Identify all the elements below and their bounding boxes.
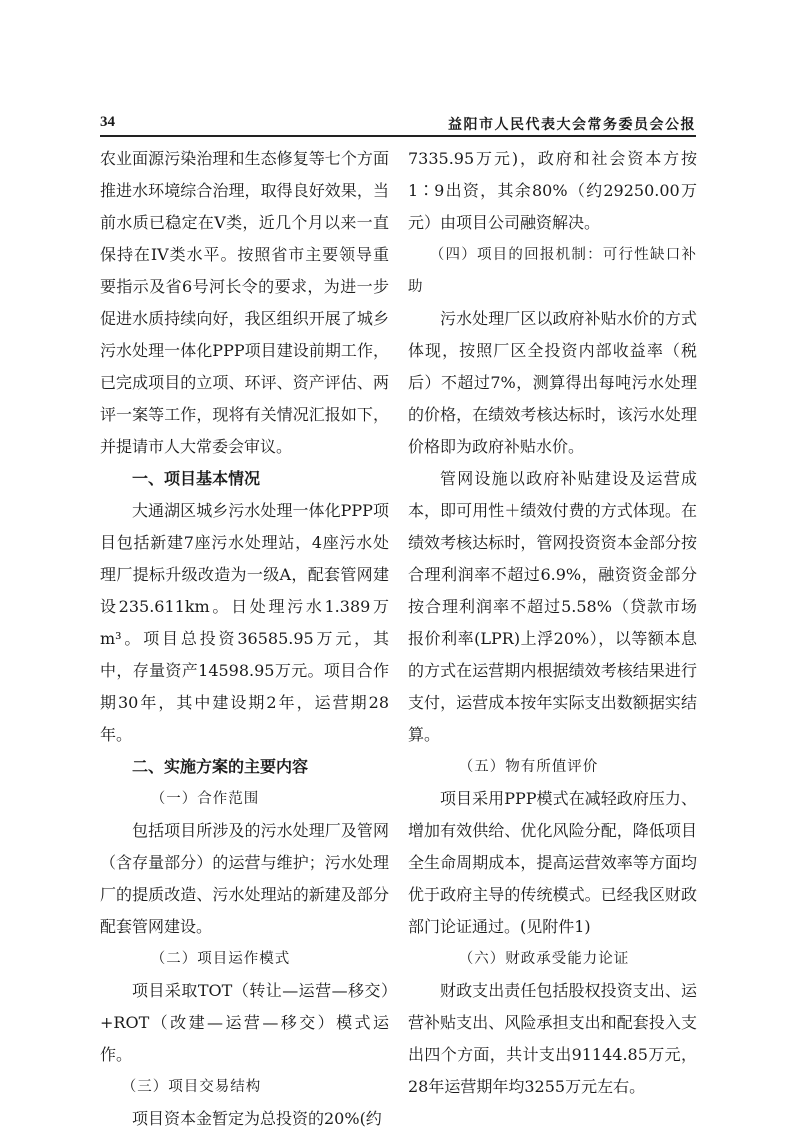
header-rule	[100, 135, 696, 137]
heading-structure: （三）项目交易结构	[121, 1079, 262, 1095]
paragraph-fiscal: 财政支出责任包括股权投资支出、运营补贴支出、风险承担支出和配套投入支出四个方面，共计支出91144.85万元，28年运营期年均3255万元左右。	[408, 981, 697, 1096]
paragraph-return-network: 管网设施以政府补贴建设及运营成本，即可用性＋绩效付费的方式体现。在绩效考核达标时，管网投资资本金部分按合理利润率不超过6.9%，融资资金部分按合理利润率不超过5.58%（贷款市场报价利率(LPR)上浮20%），以等额本息的方式在运营期内根据绩效考核结果进行支付，运营成本按年实际支出数额据实结算。	[408, 469, 697, 744]
left-column	[100, 143, 389, 1135]
paragraph-mode: 项目采取TOT（转让—运营—移交）+ROT（改建—运营—移交）模式运作。	[100, 981, 389, 1064]
journal-title: 益阳市人民代表大会常务委员会公报	[448, 117, 696, 133]
heading-value: （五）物有所值评价	[458, 759, 599, 775]
heading-return: （四）项目的回报机制：可行性缺口补助	[408, 247, 697, 295]
heading-plan: 二、实施方案的主要内容	[132, 757, 309, 776]
right-column	[408, 143, 697, 1103]
paragraph-structure: 项目资本金暂定为总投资的20%(约	[132, 1109, 382, 1128]
heading-fiscal: （六）财政承受能力论证	[458, 951, 630, 967]
paragraph-value: 项目采用PPP模式在减轻政府压力、增加有效供给、优化风险分配，降低项目全生命周期成本，提高运营效率等方面均优于政府主导的传统模式。已经我区财政部门论证通过。(见附件1)	[408, 789, 697, 936]
page-header	[100, 112, 696, 134]
paragraph-scope: 包括项目所涉及的污水处理厂及管网（含存量部分）的运营与维护；污水处理厂的提质改造、污水处理站的新建及部分配套管网建设。	[100, 821, 389, 936]
paragraph-intro: 农业面源污染治理和生态修复等七个方面推进水环境综合治理，取得良好效果，当前水质已稳定在V类，近几个月以来一直保持在IV类水平。按照省市主要领导重要指示及省6号河长令的要求，为进一步促进水质持续向好，我区组织开展了城乡污水处理一体化PPP项目建设前期工作，已完成项目的立项、环评、资产评估、两评一案等工作，现将有关情况汇报如下，并提请市人大常委会审议。	[100, 149, 389, 456]
heading-scope: （一）合作范围	[150, 791, 260, 807]
paragraph-basic-info: 大通湖区城乡污水处理一体化PPP项目包括新建7座污水处理站，4座污水处理厂提标升级改造为一级A，配套管网建设235.611km。日处理污水1.389万m³。项目总投资36585.95万元，其中，存量资产14598.95万元。项目合作期30年，其中建设期2年，运营期28年。	[100, 501, 389, 744]
heading-mode: （二）项目运作模式	[150, 951, 291, 967]
paragraph-return-plant: 污水处理厂区以政府补贴水价的方式体现，按照厂区全投资内部收益率（税后）不超过7%，测算得出每吨污水处理的价格，在绩效考核达标时，该污水处理价格即为政府补贴水价。	[408, 309, 697, 456]
heading-basic-info: 一、项目基本情况	[132, 469, 261, 488]
page-number: 34	[100, 114, 115, 130]
paragraph-structure-cont: 7335.95万元)，政府和社会资本方按1∶9出资，其余80%（约29250.00万元）由项目公司融资解决。	[408, 149, 697, 232]
